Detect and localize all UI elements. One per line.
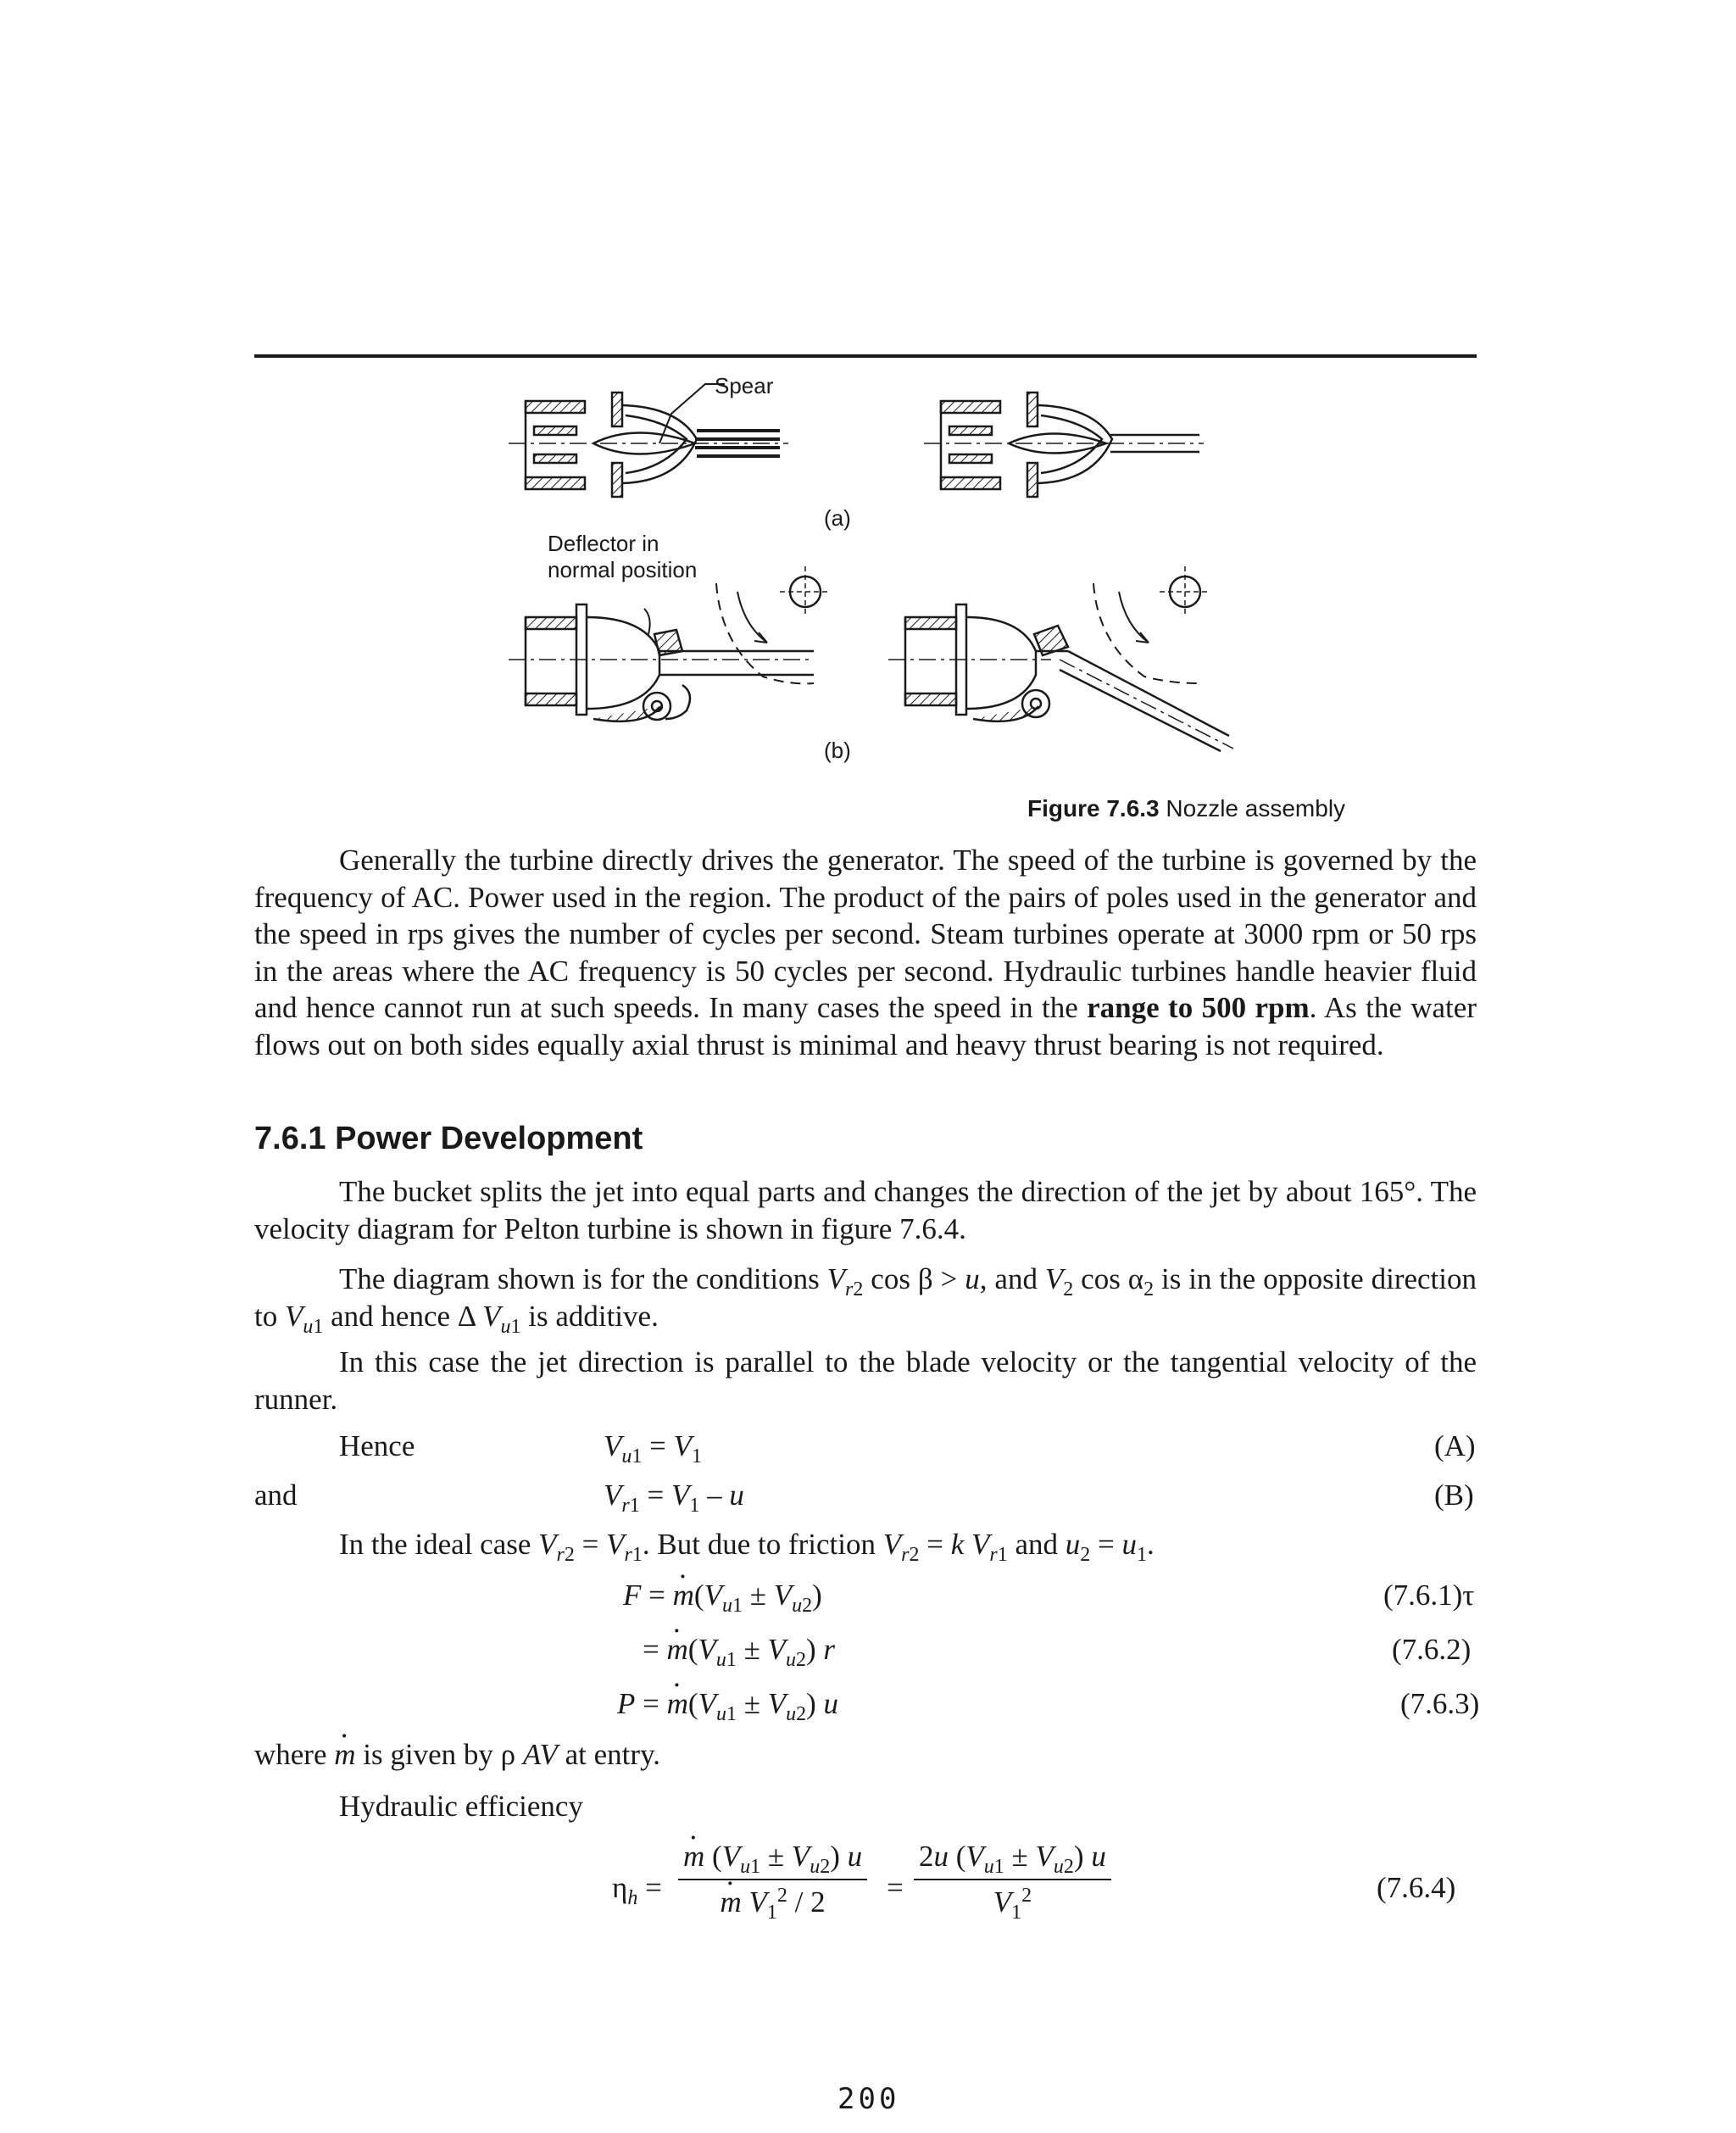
equation-7-6-1-number: (7.6.1)τ	[1383, 1579, 1475, 1612]
top-rule	[254, 354, 1477, 358]
nozzle-a-left	[509, 384, 788, 497]
equation-7-6-1: F = · $m(V_{u1} \pm V_{u2})$	[623, 1579, 822, 1612]
nozzle-b-left	[509, 566, 831, 721]
equation-a-number: (A)	[1434, 1429, 1476, 1462]
deflector-label-line1: Deflector in	[548, 531, 659, 556]
subfigure-b-label: (b)	[824, 738, 851, 763]
efficiency-fraction-1: · m $(V_{u1} \pm V_{u2})$ u · m $V_1^2 / 2$	[678, 1840, 867, 1919]
paragraph-4: In this case the jet direction is parallel to the blade velocity or the tangential velocity of the runner.	[254, 1345, 1477, 1416]
figure-caption-text: Nozzle assembly	[1166, 795, 1346, 821]
nozzle-b-right	[888, 566, 1233, 751]
subfigure-a-label: (a)	[824, 505, 851, 531]
equation-7-6-3-number: (7.6.3)	[1400, 1687, 1480, 1720]
section-heading: 7.6.1 Power Development	[254, 1121, 643, 1156]
equation-b-number: (B)	[1434, 1479, 1474, 1512]
deflector-label-line2: normal position	[548, 557, 698, 582]
equation-b: $V_{r1} = V_1 - u$	[604, 1479, 744, 1517]
spear-label: Spear	[715, 373, 774, 398]
efficiency-equals: =	[887, 1871, 904, 1904]
figure-caption	[1027, 795, 1345, 822]
eta-h-symbol: $\eta_h$ =	[612, 1871, 662, 1909]
equation-7-6-4-number: (7.6.4)	[1377, 1871, 1456, 1904]
hydraulic-efficiency-label: Hydraulic efficiency	[339, 1790, 583, 1823]
emphasis-speed-range: range to 500 rpm	[1087, 991, 1310, 1024]
paragraph-1: Generally the turbine directly drives the generator. The speed of the turbine is governed by the frequency of AC. Power used in the region. The product of the pairs of poles used in the generator and the speed in rps gives the number of cycles per second. Steam turbines operate at 3000 rpm or 50 rps in the areas where the AC frequency is 50 cycles per second. Hydraulic turbines handle heavier fluid and hence cannot run at such speeds. In many cases the speed in the range to 500 rpm. As the water flows out on both sides equally axial thrust is minimal and heavy thrust bearing is not required.	[254, 844, 1477, 1061]
page-number: 200	[837, 2082, 900, 2116]
ideal-case-line: In the ideal case $V_{r2} = V_{r1}$. But due to friction $V_{r2} = k$ $V_{r1}$ and $u_2 = u_1$.	[339, 1528, 1155, 1566]
paragraph-3: The diagram shown is for the conditions $V_{r2}$ cos β > u, and $V_2$ $\cos \alpha_2$ is in the opposite direction to $V_{u1}$ and hence Δ $V_{u1}$ is additive.	[254, 1262, 1477, 1338]
efficiency-fraction-2: $\frac{2u (V_{u1} \pm V_{u2}) u}{V_1^2}$	[914, 1840, 1111, 1919]
equation-7-6-2-number: (7.6.2)	[1392, 1633, 1472, 1666]
equation-7-6-3: P = · $m(V_{u1} \pm V_{u2})$ u	[617, 1687, 838, 1721]
and-word: and	[254, 1479, 298, 1512]
equation-a: $V_{u1} = V_1$	[604, 1429, 703, 1467]
paragraph-2: The bucket splits the jet into equal parts and changes the direction of the jet by about 165°. The velocity diagram for Pelton turbine is shown in figure 7.6.4.	[254, 1175, 1477, 1245]
where-line: where · m is given by ρ AV at entry.	[254, 1738, 660, 1772]
equation-7-6-2: = · $m(V_{u1} \pm V_{u2})$ r	[643, 1633, 835, 1667]
hence-word: Hence	[339, 1429, 415, 1462]
figure-number: Figure 7.6.3	[1027, 795, 1160, 821]
nozzle-a-right	[924, 393, 1204, 497]
nozzle-assembly-figure	[475, 363, 1271, 770]
